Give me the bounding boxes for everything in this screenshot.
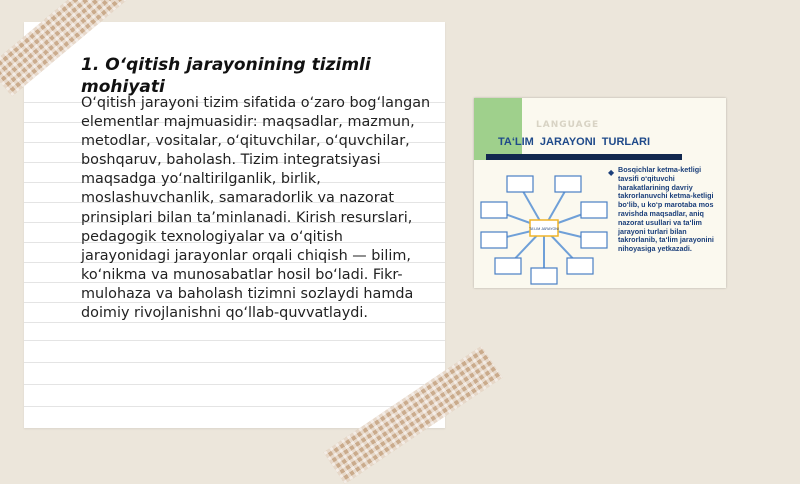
paper-line — [24, 362, 445, 363]
diagram-node — [481, 202, 507, 218]
slide-image-title: TA‘LIM JARAYONI TURLARI — [498, 136, 651, 148]
diagram-node — [581, 202, 607, 218]
diagram-node — [555, 176, 581, 192]
diagram-node — [531, 268, 557, 284]
slide-green-accent — [474, 98, 522, 160]
slide-title-bar — [486, 154, 682, 160]
diagram-center-label: TA‘LIM JARAYONI — [529, 227, 559, 231]
slide-title: 1. O‘qitish jarayonining tizimli mohiyati — [81, 55, 371, 97]
embedded-slide-image — [474, 98, 726, 288]
slide-ghost-text: LANGUAGE — [536, 120, 600, 130]
body-paragraph: O‘qitish jarayoni tizim sifatida o‘zaro bog‘langan elementlar majmuasidir: maqsadlar, mazmun, metodlar, vositalar, o‘qituvchilar, o‘quvchilar, boshqaruv, baholash. Tizim integratsiyasi maqsadga yo‘naltirilganlik, birlik, moslashuvchanlik, samaradorlik va nazorat prinsiplari bilan ta’minlanadi. Kirish resurslari, pedagogik texnologiyalar va o‘qitish jarayonidagi jarayonlar orqali chiqish — bilim, ko‘nikma va munosabatlar hosil bo‘ladi. Fikr-mulohaza va baholash tizimni sozlaydi hamda doimiy rivojlanishni qo‘llab-quvvatlaydi. — [81, 95, 431, 322]
diagram-node — [567, 258, 593, 274]
slide-bullet-icon: ◆ — [608, 168, 615, 177]
diagram-node — [481, 232, 507, 248]
paper-line — [24, 384, 445, 385]
diagram-node — [507, 176, 533, 192]
paper-line — [24, 340, 445, 341]
slide-description: Bosqichlar ketma-ketligi tavsifi o‘qituvchi harakatlarining davriy takrorlanuvchi ketma-ketligi bo‘lib, u ko‘p marotaba mos ravishda maqsadlar, aniq nazorat usullari va ta‘lim jarayoni turlari bilan takrorlanib, ta‘lim jarayonini nihoyasiga yetkazadi. — [618, 165, 714, 254]
diagram-node — [581, 232, 607, 248]
diagram-node — [495, 258, 521, 274]
paper-line — [24, 406, 445, 407]
process-cycle-diagram — [480, 170, 608, 286]
